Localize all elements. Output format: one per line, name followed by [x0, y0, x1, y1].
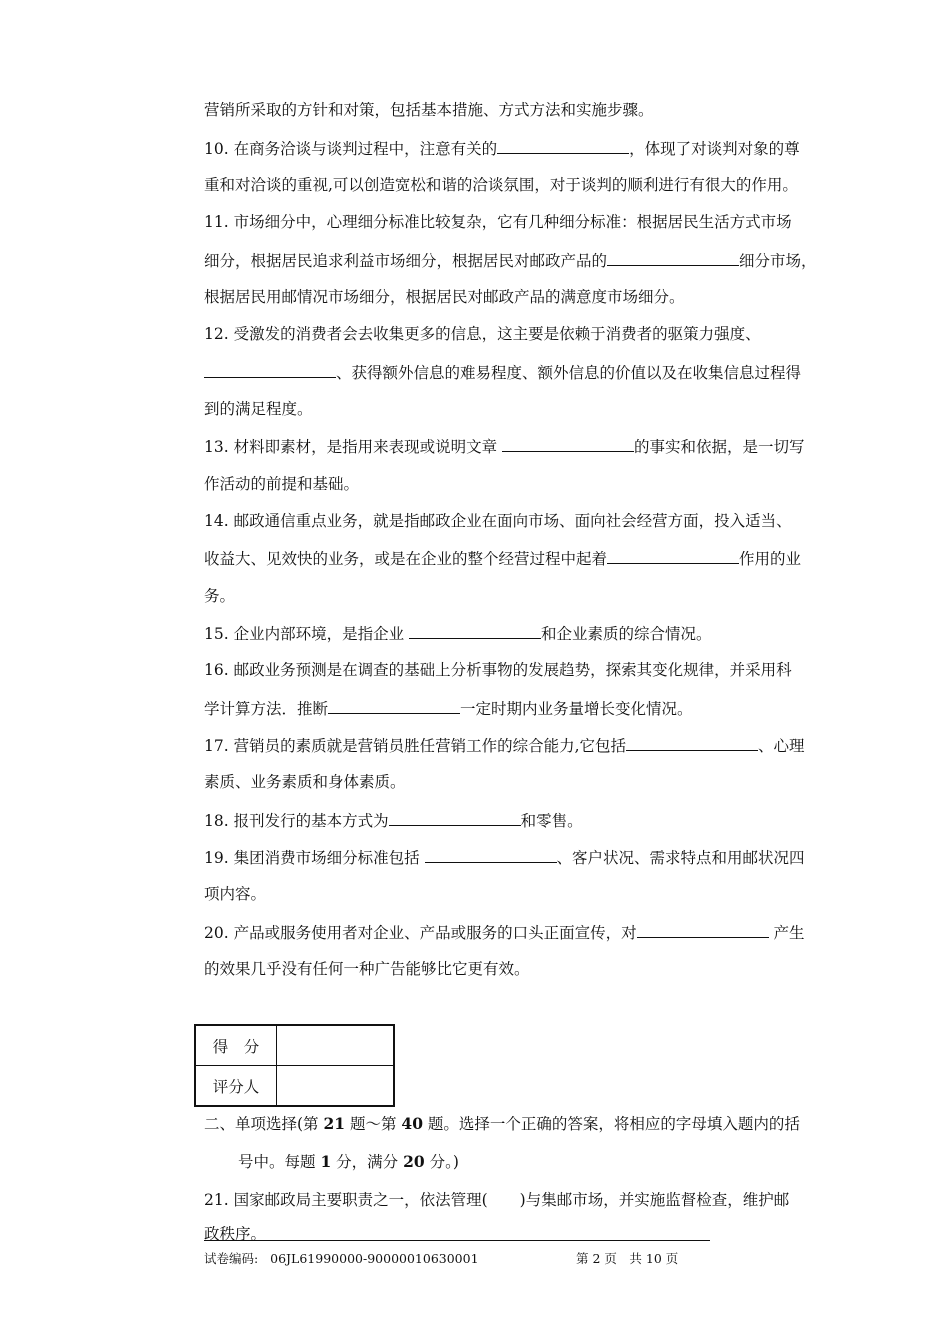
answer-blank[interactable] — [425, 847, 557, 863]
text: 项内容。 — [204, 885, 267, 903]
footer-code — [204, 1251, 479, 1267]
question-19-line-2 — [204, 884, 266, 904]
text: 20. 产品或服务使用者对企业、产品或服务的口头正面宣传，对 — [204, 924, 637, 942]
question-13-line-2 — [204, 474, 359, 494]
question-16-line-1 — [204, 660, 792, 680]
text: 、客户状况、需求特点和用邮状况四 — [556, 849, 805, 867]
footer-page-number: 第 2 页 共 10 页 — [576, 1251, 679, 1266]
footer-code-label: 试卷编码: — [204, 1251, 259, 1266]
text: 重和对洽谈的重视,可以创造宽松和谐的洽谈氛围，对于谈判的顺利进行有很大的作用。 — [204, 176, 798, 194]
answer-blank[interactable] — [502, 436, 634, 452]
text-line — [204, 100, 654, 120]
text: 13. 材料即素材，是指用来表现或说明文章 — [204, 438, 503, 456]
section-2-instructions: 号中。每题 1 分，满分 20 分。) — [238, 1152, 459, 1171]
text: 15. 企业内部环境，是指企业 — [204, 625, 410, 643]
question-18-line-1 — [204, 810, 583, 831]
answer-blank[interactable] — [497, 138, 629, 154]
question-20-line-1 — [204, 922, 805, 943]
answer-blank[interactable] — [607, 548, 739, 564]
question-10-line-1 — [204, 138, 800, 159]
answer-blank[interactable] — [637, 922, 769, 938]
text: 17. 营销员的素质就是营销员胜任营销工作的综合能力,它包括 — [204, 737, 627, 755]
text: 细分，根据居民追求利益市场细分，根据居民对邮政产品的 — [204, 252, 608, 270]
text: 21. 国家邮政局主要职责之一，依法管理( — [204, 1191, 488, 1209]
question-21-line-1 — [204, 1190, 789, 1210]
text: 和零售。 — [520, 812, 583, 830]
text: 的事实和依据，是一切写 — [634, 438, 805, 456]
text: 的效果几乎没有任何一种广告能够比它更有效。 — [204, 960, 530, 978]
text: 19. 集团消费市场细分标准包括 — [204, 849, 425, 867]
text: 学计算方法．推断 — [204, 700, 329, 718]
text: 收益大、见效快的业务，或是在企业的整个经营过程中起着 — [204, 550, 608, 568]
answer-blank[interactable] — [626, 735, 758, 751]
question-15-line-1 — [204, 623, 712, 644]
text: 10. 在商务洽谈与谈判过程中，注意有关的 — [204, 140, 498, 158]
text: 务。 — [204, 587, 236, 605]
question-14-line-3 — [204, 586, 235, 606]
text: 政秩序。 — [204, 1225, 267, 1243]
answer-blank[interactable] — [204, 362, 336, 378]
question-11-line-1 — [204, 212, 792, 232]
question-20-line-2 — [204, 959, 530, 979]
question-17-line-2 — [204, 772, 406, 792]
text: 12. 受激发的消费者会去收集更多的信息，这主要是依赖于消费者的驱策力强度、 — [204, 325, 761, 343]
question-19-line-1 — [204, 847, 805, 868]
score-table — [194, 1024, 395, 1107]
section-2-heading: 二、单项选择(第 21 题～第 40 题。选择一个正确的答案，将相应的字母填入题内的括 — [204, 1114, 800, 1133]
grader-label: 评分人 — [195, 1066, 277, 1107]
text: 18. 报刊发行的基本方式为 — [204, 812, 389, 830]
text: 素质、业务素质和身体素质。 — [204, 773, 406, 791]
question-14-line-1 — [204, 511, 792, 531]
score-label: 得 分 — [195, 1025, 277, 1066]
text: 14. 邮政通信重点业务，就是指邮政企业在面向市场、面向社会经营方面，投入适当、 — [204, 512, 792, 530]
question-11-line-3 — [204, 287, 685, 307]
score-row — [195, 1025, 394, 1066]
text: 、心理 — [758, 737, 805, 755]
text: 11. 市场细分中，心理细分标准比较复杂，它有几种细分标准：根据居民生活方式市场 — [204, 213, 792, 231]
text: 和企业素质的综合情况。 — [541, 625, 712, 643]
text: 作用的业 — [739, 550, 802, 568]
text: 产生 — [768, 924, 805, 942]
question-12-line-1 — [204, 324, 761, 344]
text: ，体现了对谈判对象的尊 — [629, 140, 800, 158]
text: 作活动的前提和基础。 — [204, 475, 360, 493]
answer-blank[interactable] — [389, 810, 521, 826]
question-12-line-3 — [204, 399, 313, 419]
text: 到的满足程度。 — [204, 400, 313, 418]
footer-rule — [204, 1240, 710, 1241]
grader-row — [195, 1066, 394, 1107]
question-21-line-2 — [204, 1224, 266, 1244]
question-12-line-2 — [204, 362, 801, 383]
question-17-line-1 — [204, 735, 805, 756]
answer-blank[interactable] — [409, 623, 541, 639]
question-13-line-1 — [204, 436, 805, 457]
text: 细分市场， — [739, 252, 817, 270]
text: 一定时期内业务量增长变化情况。 — [460, 700, 693, 718]
question-16-line-2 — [204, 698, 693, 719]
footer-code-value: 06JL61990000-90000010630001 — [270, 1251, 479, 1266]
question-14-line-2 — [204, 548, 801, 569]
question-11-line-2 — [204, 250, 817, 271]
text: )与集邮市场，并实施监督检查，维护邮 — [519, 1191, 790, 1209]
grader-value-cell[interactable] — [277, 1066, 395, 1107]
question-10-line-2 — [204, 175, 798, 195]
text: 16. 邮政业务预测是在调查的基础上分析事物的发展趋势，探索其变化规律，并采用科 — [204, 661, 792, 679]
text: 营销所采取的方针和对策，包括基本措施、方式方法和实施步骤。 — [204, 101, 654, 119]
text: 根据居民用邮情况市场细分，根据居民对邮政产品的满意度市场细分。 — [204, 288, 685, 306]
answer-blank[interactable] — [328, 698, 460, 714]
answer-blank[interactable] — [607, 250, 739, 266]
score-value-cell[interactable] — [277, 1025, 395, 1066]
text: 、获得额外信息的难易程度、额外信息的价值以及在收集信息过程得 — [336, 364, 802, 382]
